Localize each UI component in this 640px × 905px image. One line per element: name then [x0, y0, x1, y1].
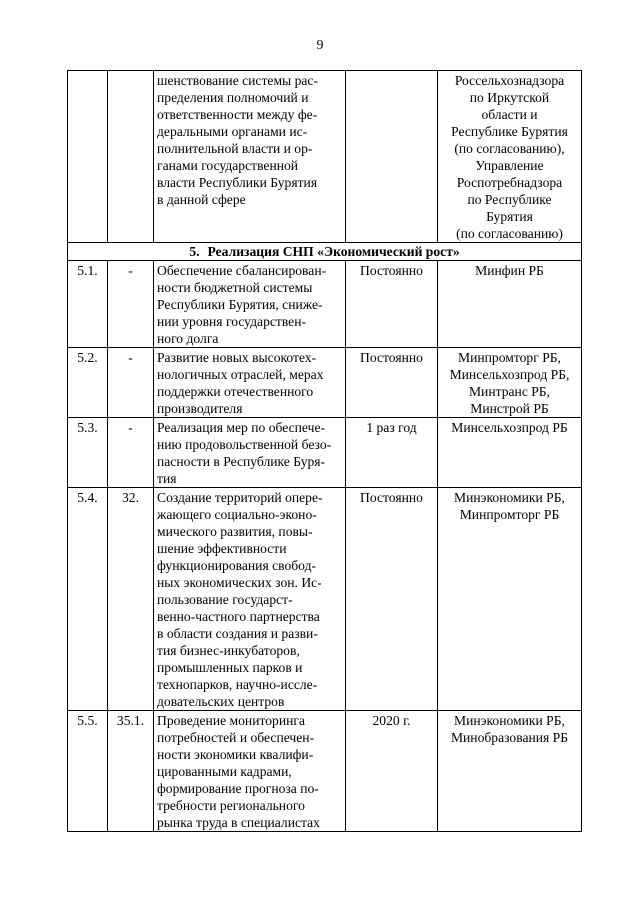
- measure-text-line: ответственности между фе-: [157, 107, 318, 122]
- executor-line: Минпромторг РБ: [459, 507, 560, 522]
- cell-measure-text: [154, 348, 346, 418]
- cell-term: 1 раз год: [346, 418, 438, 488]
- measure-text-line: довательских центров: [157, 694, 285, 709]
- cell-executor: [438, 488, 582, 711]
- measure-text-line: жающего социально-эконо-: [157, 507, 317, 522]
- cell-id: 5.1.: [68, 261, 108, 348]
- cell-ref: 32.: [108, 488, 154, 711]
- cell-ref: -: [108, 348, 154, 418]
- measure-text-line: цированными кадрами,: [157, 764, 292, 779]
- measure-text-line: в области создания и разви-: [157, 626, 318, 641]
- measure-text-line: требности регионального: [157, 798, 305, 813]
- measure-text-line: рынка труда в специалистах: [157, 815, 320, 830]
- measure-text-line: нии уровня государствен-: [157, 314, 307, 329]
- cell-measure-text: [154, 488, 346, 711]
- measure-text-line: мического развития, повы-: [157, 524, 313, 539]
- cell-executor: [438, 261, 582, 348]
- measure-text-line: нологичных отраслей, мерах: [157, 367, 324, 382]
- cell-id: 5.3.: [68, 418, 108, 488]
- section-heading: [68, 243, 582, 261]
- table-row-continuation: [68, 71, 582, 243]
- measure-text-line: венно-частного партнерства: [157, 609, 320, 624]
- executor-line: (по согласованию): [456, 226, 563, 241]
- measure-text-line: в данной сфере: [157, 192, 246, 207]
- measure-text-line: нию продовольственной безо-: [157, 437, 332, 452]
- measure-text-line: деральными органами ис-: [157, 124, 308, 139]
- executor-line: Минтранс РБ,: [468, 384, 551, 399]
- executor-line: Республике Бурятия: [451, 124, 568, 139]
- measure-text-line: пользование государст-: [157, 592, 293, 607]
- cell-measure-text: [154, 261, 346, 348]
- page-number: 9: [316, 38, 324, 53]
- cell-measure-text: [154, 711, 346, 832]
- cell-term: [346, 71, 438, 243]
- cell-term: Постоянно: [346, 488, 438, 711]
- measure-text-line: Реализация мер по обеспече-: [157, 420, 326, 435]
- cell-term: Постоянно: [346, 261, 438, 348]
- executor-line: по Иркутской: [469, 90, 550, 105]
- measure-text-line: технопарков, научно-иссле-: [157, 677, 318, 692]
- cell-measure-text: [154, 418, 346, 488]
- measure-text-line: пределения полномочий и: [157, 90, 309, 105]
- measure-text-line: функционирования свобод-: [157, 558, 317, 573]
- executor-line: Минсельхозпрод РБ: [451, 420, 568, 435]
- cell-ref: 35.1.: [108, 711, 154, 832]
- executor-line: Минстрой РБ: [470, 401, 549, 416]
- executor-line: Минпромторг РБ,: [458, 350, 561, 365]
- measure-text-line: тия: [157, 471, 177, 486]
- section-number: 5.: [189, 244, 200, 259]
- cell-executor: [438, 418, 582, 488]
- cell-id: 5.2.: [68, 348, 108, 418]
- table-row: [68, 261, 582, 348]
- cell-ref: [108, 71, 154, 243]
- measure-text-line: тия бизнес-инкубаторов,: [157, 643, 300, 658]
- executor-line: Минсельхозпрод РБ,: [449, 367, 570, 382]
- measure-text-line: ного долга: [157, 331, 219, 346]
- executor-line: Минобразования РБ: [450, 730, 569, 745]
- cell-id: 5.5.: [68, 711, 108, 832]
- measure-text-line: потребностей и обеспечен-: [157, 730, 315, 745]
- section-row: [68, 243, 582, 261]
- measure-text-line: ности экономики квалифи-: [157, 747, 314, 762]
- measure-text-line: ности бюджетной системы: [157, 280, 313, 295]
- executor-line: Управление: [475, 158, 544, 173]
- measure-text-line: шенствование системы рас-: [157, 73, 318, 88]
- measure-text-line: пасности в Республике Буря-: [157, 454, 326, 469]
- cell-ref: -: [108, 418, 154, 488]
- measure-text-line: промышленных парков и: [157, 660, 303, 675]
- cell-executor: [438, 348, 582, 418]
- measure-text-line: власти Республики Бурятия: [157, 175, 318, 190]
- table-row: [68, 348, 582, 418]
- measure-text-line: Создание территорий опере-: [157, 490, 323, 505]
- cell-executor: [438, 711, 582, 832]
- cell-term: 2020 г.: [346, 711, 438, 832]
- measure-text-line: Развитие новых высокотех-: [157, 350, 317, 365]
- cell-ref: -: [108, 261, 154, 348]
- measure-text-line: Обеспечение сбалансирован-: [157, 263, 327, 278]
- table-row: [68, 418, 582, 488]
- executor-line: Минэкономики РБ,: [454, 713, 565, 728]
- table-row: [68, 488, 582, 711]
- section-title: Реализация СНП «Экономический рост»: [207, 244, 460, 259]
- executor-line: области и: [481, 107, 538, 122]
- measure-text-line: поддержки отечественного: [157, 384, 314, 399]
- measure-text-line: Республики Бурятия, сниже-: [157, 297, 323, 312]
- executor-line: Роспотребнадзора: [456, 175, 563, 190]
- measures-table: [67, 70, 582, 832]
- measure-text-line: полнительной власти и ор-: [157, 141, 313, 156]
- measure-text-line: ганами государственной: [157, 158, 299, 173]
- table-row: [68, 711, 582, 832]
- measure-text-line: формирование прогноза по-: [157, 781, 319, 796]
- executor-line: Бурятия: [486, 209, 533, 224]
- cell-id: 5.4.: [68, 488, 108, 711]
- measure-text-line: ных экономических зон. Ис-: [157, 575, 322, 590]
- executor-line: (по согласованию),: [454, 141, 565, 156]
- measure-text-line: Проведение мониторинга: [157, 713, 305, 728]
- cell-id: [68, 71, 108, 243]
- measure-text-line: производителя: [157, 401, 243, 416]
- cell-measure-text: [154, 71, 346, 243]
- executor-line: Минэкономики РБ,: [454, 490, 565, 505]
- executor-line: Россельхознадзора: [454, 73, 565, 88]
- measure-text-line: шение эффективности: [157, 541, 287, 556]
- cell-executor: [438, 71, 582, 243]
- executor-line: по Республике: [467, 192, 552, 207]
- cell-term: Постоянно: [346, 348, 438, 418]
- executor-line: Минфин РБ: [475, 263, 544, 278]
